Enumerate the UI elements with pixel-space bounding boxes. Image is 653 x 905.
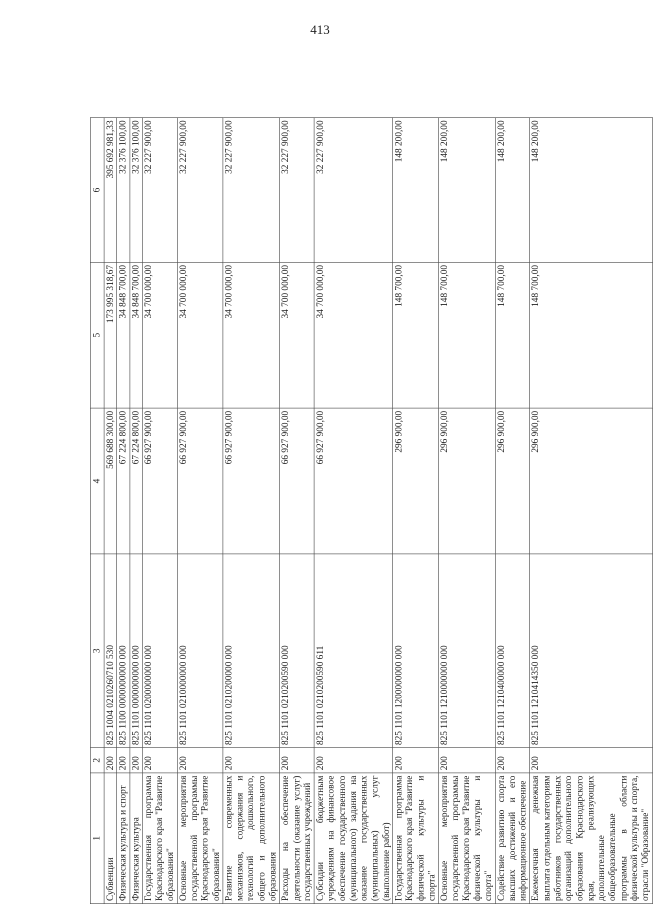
row-column-2: 200 [142,748,177,773]
row-value-6: 32 227 900,00 [142,118,177,263]
column-header: 2 [90,748,104,773]
column-header: 5 [90,262,104,408]
row-value-5: 148 700,00 [495,262,530,408]
row-value-6: 148 200,00 [393,118,439,263]
row-value-4: 569 688 300,00 [104,408,117,554]
row-value-5: 34 700 000,00 [223,262,280,408]
row-budget-code: 825 1101 1200000000 000 [393,554,439,748]
row-value-6: 32 227 900,00 [223,118,280,263]
row-budget-code: 825 1004 0210260710 530 [104,554,117,748]
row-column-2: 200 [438,748,495,773]
row-name: Государственная программа Краснодарского края "Развитие образования" [142,773,177,904]
row-budget-code: 825 1101 1210400000 000 [495,554,530,748]
row-value-5: 34 700 000,00 [142,262,177,408]
row-value-6: 395 692 981,33 [104,118,117,263]
row-value-4: 66 927 900,00 [177,408,223,554]
row-budget-code: 825 1101 0210200590 611 [314,554,393,748]
table-row [279,118,314,904]
table-row [530,118,652,904]
row-name: Развитие современных механизмов, содержания и технологий дошкольного, общего и дополнительного образования [223,773,280,904]
row-column-2: 200 [130,748,143,773]
row-value-6: 32 376 100,00 [117,118,130,263]
table-row [130,118,143,904]
row-value-5: 148 700,00 [393,262,439,408]
row-value-4: 67 224 800,00 [130,408,143,554]
row-name: Государственная программа Краснодарского края "Развитие физической культуры и спорта" [393,773,439,904]
row-value-4: 296 900,00 [393,408,439,554]
row-name: Основные мероприятия государственной программы Краснодарского края "Развитие физической культуры и спорта" [438,773,495,904]
row-value-4: 296 900,00 [495,408,530,554]
row-column-2: 200 [279,748,314,773]
row-value-4: 66 927 900,00 [223,408,280,554]
row-column-2: 200 [117,748,130,773]
row-value-5: 148 700,00 [530,262,652,408]
page-number: 413 [310,22,330,37]
row-value-6: 32 227 900,00 [177,118,223,263]
row-column-2: 200 [104,748,117,773]
row-value-4: 296 900,00 [530,408,652,554]
row-value-5: 173 995 318,67 [104,262,117,408]
table-row [142,118,177,904]
row-value-6: 32 376 100,00 [130,118,143,263]
row-value-4: 66 927 900,00 [142,408,177,554]
row-column-2: 200 [393,748,439,773]
row-column-2: 200 [177,748,223,773]
rotated-table-container [90,118,651,904]
row-budget-code: 825 1101 1210414350 000 [530,554,652,748]
table-row [104,118,117,904]
row-name: Расходы на обеспечение деятельности (оказание услуг) государственных учреждений [279,773,314,904]
table-row [495,118,530,904]
row-column-2: 200 [530,748,652,773]
row-budget-code: 825 1101 0000000000 000 [130,554,143,748]
column-header: 3 [90,554,104,748]
table-row [438,118,495,904]
row-budget-code: 825 1101 0210200590 000 [279,554,314,748]
row-budget-code: 825 1101 0200000000 000 [142,554,177,748]
row-column-2: 200 [223,748,280,773]
header-row [90,118,104,904]
row-value-6: 148 200,00 [530,118,652,263]
row-column-2: 200 [314,748,393,773]
row-value-4: 66 927 900,00 [279,408,314,554]
row-value-5: 34 848 700,00 [117,262,130,408]
row-value-4: 296 900,00 [438,408,495,554]
row-name: Физическая культура [130,773,143,904]
row-value-5: 34 848 700,00 [130,262,143,408]
row-value-6: 32 227 900,00 [279,118,314,263]
row-value-5: 34 700 000,00 [177,262,223,408]
row-value-6: 32 227 900,00 [314,118,393,263]
row-value-4: 67 224 800,00 [117,408,130,554]
row-name: Содействие развитию спорта высших достижений и его информационное обеспечение [495,773,530,904]
row-value-5: 34 700 000,00 [279,262,314,408]
budget-table [90,117,653,904]
table-row [314,118,393,904]
table-row [223,118,280,904]
table-row [117,118,130,904]
row-name: Ежемесячная денежная выплата отдельным категориям работников государственных организаций дополнительного образования Краснодарского края, реализующих дополнительные общеобразовательные программы в области физической культуры и спорта, отрасли "Образование" [530,773,652,904]
row-name: Субсидии бюджетным учреждениям на финансовое обеспечение государственного (муниципального) задания на оказание государственных (муниципальных) услуг (выполнение работ) [314,773,393,904]
row-name: Основные мероприятия государственной программы Краснодарского края "Развитие образования" [177,773,223,904]
row-value-6: 148 200,00 [495,118,530,263]
row-budget-code: 825 1101 0210200000 000 [223,554,280,748]
column-header: 1 [90,773,104,904]
row-budget-code: 825 1100 0000000000 000 [117,554,130,748]
row-name: Физическая культура и спорт [117,773,130,904]
row-value-5: 148 700,00 [438,262,495,408]
row-value-6: 148 200,00 [438,118,495,263]
row-budget-code: 825 1101 1210000000 000 [438,554,495,748]
row-name: Субвенции [104,773,117,904]
column-header: 6 [90,118,104,263]
table-row [177,118,223,904]
row-budget-code: 825 1101 0210000000 000 [177,554,223,748]
row-column-2: 200 [495,748,530,773]
table-row [393,118,439,904]
row-value-5: 34 700 000,00 [314,262,393,408]
column-header: 4 [90,408,104,554]
row-value-4: 66 927 900,00 [314,408,393,554]
